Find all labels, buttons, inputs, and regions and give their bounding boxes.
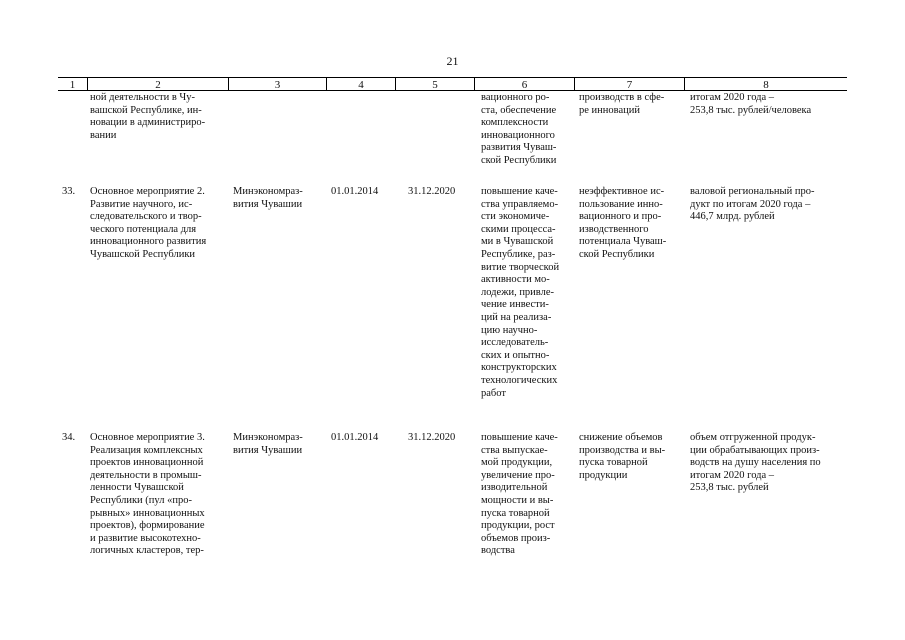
expected-result-cell <box>481 92 569 168</box>
executor-cell <box>233 432 321 457</box>
cell-line: ской Республики <box>579 248 655 260</box>
cell-line: 01.01.2014 <box>331 186 379 197</box>
cell-line: производства и вы- <box>579 444 666 456</box>
cell-line: вашской Республике, ин- <box>90 104 202 116</box>
column-number: 8 <box>763 79 769 91</box>
end-date-cell <box>408 432 468 445</box>
cell-line: проектов), формирование <box>90 520 205 532</box>
cell-line: инновационного <box>481 129 555 141</box>
cell-line: ций на реализа- <box>481 311 552 323</box>
cell-line: изводственного <box>579 223 649 235</box>
cell-line: ства выпускае- <box>481 444 548 456</box>
risk-cell <box>579 92 679 117</box>
measure-cell <box>90 432 224 558</box>
cell-line: потенциала Чуваш- <box>579 236 667 248</box>
cell-line: продукции <box>579 469 628 481</box>
cell-line: Чувашской Республики <box>90 248 196 260</box>
cell-line: итогам 2020 года – <box>690 92 775 103</box>
cell-line: конструкторских <box>481 362 557 374</box>
cell-line: новации в администриро- <box>90 117 206 129</box>
cell-line: изводительной <box>481 482 548 494</box>
cell-line: вационного и про- <box>579 211 662 223</box>
column-number: 2 <box>155 79 161 91</box>
measure-cell <box>90 92 224 142</box>
cell-line: ленности Чувашской <box>90 482 184 494</box>
cell-line: цию научно- <box>481 324 538 336</box>
cell-line: мой продукции, <box>481 457 553 469</box>
column-number: 7 <box>626 79 633 91</box>
column-number: 6 <box>521 79 528 91</box>
cell-line: сти экономиче- <box>481 211 550 223</box>
cell-line: вития Чувашии <box>233 198 303 210</box>
cell-line: 01.01.2014 <box>331 432 379 443</box>
start-date-cell <box>331 432 391 445</box>
cell-line: технологических <box>481 374 558 386</box>
cell-line: лодежи, привле- <box>481 286 555 298</box>
cell-line: вития Чувашии <box>233 444 303 456</box>
cell-line: объем отгруженной продук- <box>690 432 816 443</box>
cell-line: повышение каче- <box>481 432 558 443</box>
indicator-cell <box>690 432 845 495</box>
expected-result-cell <box>481 432 569 558</box>
start-date-cell <box>331 186 391 199</box>
end-date-cell <box>408 186 468 199</box>
cell-line: ских и опытно- <box>481 349 550 361</box>
cell-line: логичных кластеров, тер- <box>90 545 204 557</box>
cell-line: увеличение про- <box>481 469 555 481</box>
cell-line: повышение каче- <box>481 186 558 197</box>
cell-line: вационного ро- <box>481 92 550 103</box>
cell-line: снижение объемов <box>579 432 663 443</box>
cell-line: 253,8 тыс. рублей/человека <box>690 104 812 116</box>
cell-line: проектов инновационной <box>90 457 204 469</box>
cell-line: Реализация комплексных <box>90 444 203 456</box>
column-number: 5 <box>432 79 438 91</box>
page-number: 21 <box>446 54 459 68</box>
cell-line: комплексности <box>481 117 549 129</box>
cell-line: чение инвести- <box>481 299 549 311</box>
cell-line: ной деятельности в Чу- <box>90 92 195 103</box>
cell-line: инновационного развития <box>90 236 207 248</box>
cell-line: 31.12.2020 <box>408 432 456 443</box>
cell-line: 253,8 тыс. рублей <box>690 482 769 494</box>
row-number-cell <box>62 186 84 199</box>
measure-cell <box>90 186 224 262</box>
expected-result-cell <box>481 186 569 400</box>
cell-line: пуска товарной <box>579 457 648 469</box>
cell-line: водства <box>481 545 515 557</box>
cell-line: ческого потенциала для <box>90 223 197 235</box>
cell-line: Республике, раз- <box>481 248 556 260</box>
cell-line: Основное мероприятие 2. <box>90 186 205 197</box>
cell-line: 34. <box>62 432 76 443</box>
cell-line: Республики (пул «про- <box>90 494 192 506</box>
column-number: 4 <box>358 79 364 91</box>
cell-line: пуска товарной <box>481 507 550 519</box>
executor-cell <box>233 186 321 211</box>
cell-line: мощности и вы- <box>481 494 554 506</box>
cell-line: 446,7 млрд. рублей <box>690 211 775 223</box>
cell-line: объемов произ- <box>481 532 551 544</box>
cell-line: ции обрабатывающих произ- <box>690 444 820 456</box>
cell-line: 31.12.2020 <box>408 186 456 197</box>
risk-cell <box>579 432 679 482</box>
cell-line: витие творческой <box>481 261 560 273</box>
cell-line: деятельности в промыш- <box>90 469 202 481</box>
column-number: 1 <box>69 79 76 91</box>
risk-cell <box>579 186 679 262</box>
cell-line: развития Чуваш- <box>481 142 557 154</box>
cell-line: скими процесса- <box>481 223 556 235</box>
cell-line: валовой региональный про- <box>690 186 815 197</box>
cell-line: ре инноваций <box>579 104 640 116</box>
cell-line: следовательского и твор- <box>90 211 202 223</box>
cell-line: ми в Чувашской <box>481 236 554 248</box>
cell-line: ства управляемо- <box>481 198 559 210</box>
cell-line: Основное мероприятие 3. <box>90 432 205 443</box>
cell-line: Минэкономраз- <box>233 186 303 197</box>
cell-line: 33. <box>62 186 76 197</box>
cell-line: продукции, рост <box>481 520 555 532</box>
header-top-line <box>58 77 847 78</box>
indicator-cell <box>690 92 845 117</box>
cell-line: итогам 2020 года – <box>690 469 775 481</box>
indicator-cell <box>690 186 845 224</box>
cell-line: ста, обеспечение <box>481 104 557 116</box>
cell-line: пользование инно- <box>579 198 663 210</box>
cell-line: дукт по итогам 2020 года – <box>690 198 811 210</box>
column-number: 3 <box>274 79 281 91</box>
cell-line: исследователь- <box>481 337 549 349</box>
cell-line: водств на душу населения по <box>690 457 821 469</box>
cell-line: неэффективное ис- <box>579 186 665 197</box>
cell-line: активности мо- <box>481 274 550 286</box>
cell-line: ской Республики <box>481 154 557 166</box>
cell-line: Минэкономраз- <box>233 432 303 443</box>
cell-line: и развитие высокотехно- <box>90 532 201 544</box>
row-number-cell <box>62 432 84 445</box>
cell-line: вании <box>90 129 117 141</box>
cell-line: работ <box>481 387 506 399</box>
cell-line: производств в сфе- <box>579 92 665 103</box>
cell-line: Развитие научного, ис- <box>90 198 193 210</box>
cell-line: рывных» инновационных <box>90 507 205 519</box>
